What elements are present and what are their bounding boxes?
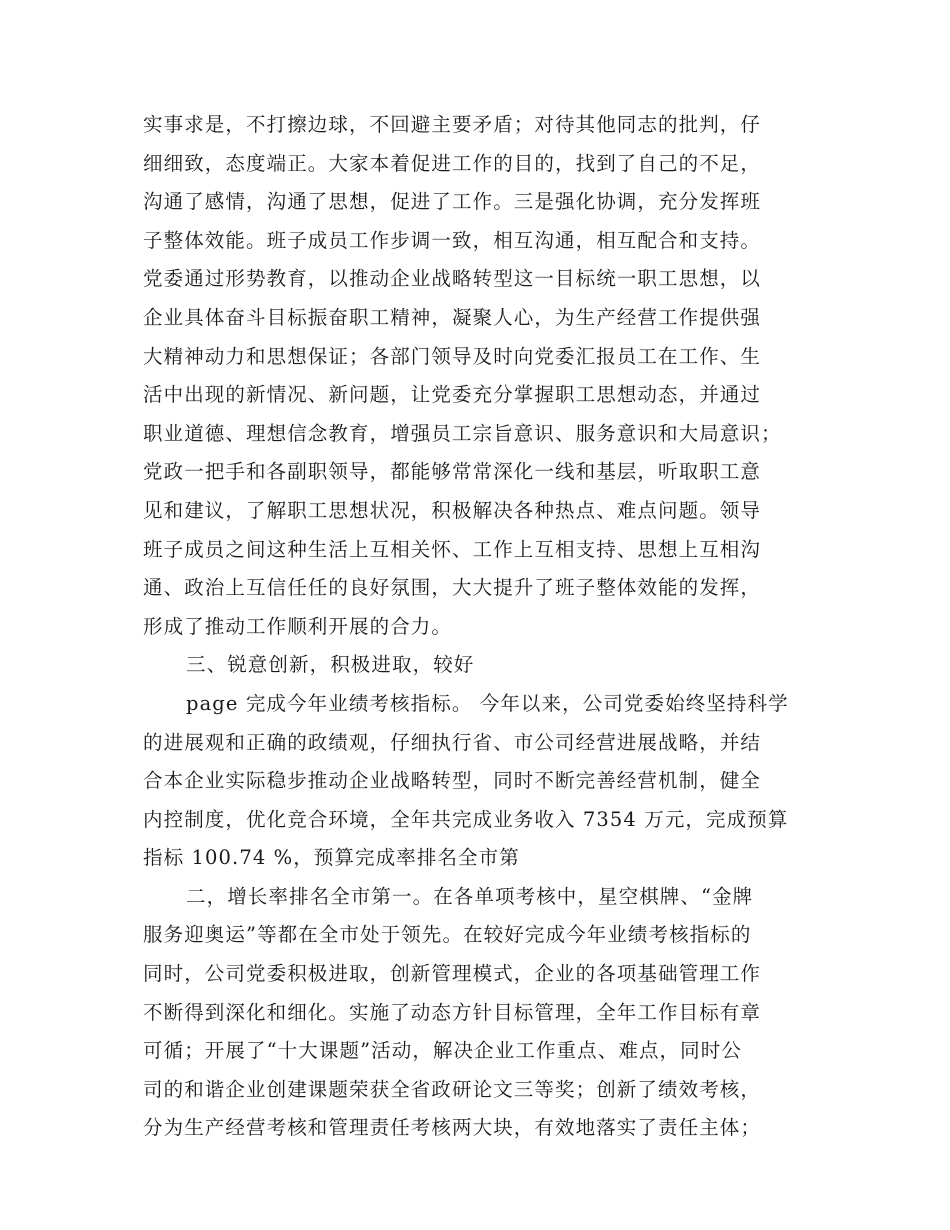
text-line: 服务迎奥运”等都在全市处于领先。在较好完成今年业绩考核指标的: [143, 923, 752, 947]
text-line: 细细致，态度端正。大家本着促进工作的目的，找到了自己的不足，: [143, 151, 762, 175]
text-line: 不断得到深化和细化。实施了动态方针目标管理，全年工作目标有章: [143, 1000, 762, 1024]
body-text: [143, 106, 823, 1148]
text-line: 企业具体奋斗目标振奋职工精神，凝聚人心，为生产经营工作提供强: [143, 305, 762, 329]
text-line: 见和建议，了解职工思想状况，积极解决各种热点、难点问题。领导: [143, 498, 762, 522]
text-line: 合本企业实际稳步推动企业战略转型，同时不断完善经营机制，健全: [143, 769, 762, 793]
text-line: 大精神动力和思想保证；各部门领导及时向党委汇报员工在工作、生: [143, 344, 762, 368]
text-line: 形成了推动工作顺利开展的合力。: [143, 614, 453, 638]
text-line: 活中出现的新情况、新问题，让党委充分掌握职工思想动态，并通过: [143, 383, 762, 407]
text-line: 同时，公司党委积极进取，创新管理模式，企业的各项基础管理工作: [143, 962, 762, 986]
text-line: 党政一把手和各副职领导，都能够常常深化一线和基层，听取职工意: [143, 460, 762, 484]
text-line: 可循；开展了“十大课题”活动，解决企业工作重点、难点，同时公: [143, 1039, 742, 1063]
text-line: 子整体效能。班子成员工作步调一致，相互沟通，相互配合和支持。: [143, 228, 762, 252]
text-line: 指标 100.74 %，预算完成率排名全市第: [143, 846, 520, 870]
section-heading: 三、锐意创新，积极进取，较好: [186, 653, 475, 677]
text-line: 班子成员之间这种生活上互相关怀、工作上互相支持、思想上互相沟: [143, 537, 762, 561]
text-line: 沟通了感情，沟通了思想，促进了工作。三是强化协调，充分发挥班: [143, 190, 762, 214]
text-line: 党委通过形势教育，以推动企业战略转型这一目标统一职工思想，以: [143, 267, 762, 291]
text-line: 的进展观和正确的政绩观，仔细执行省、市公司经营进展战略，并结: [143, 730, 762, 754]
text-line: 分为生产经营考核和管理责任考核两大块，有效地落实了责任主体；: [143, 1116, 762, 1140]
text-line: 通、政治上互信任任的良好氛围，大大提升了班子整体效能的发挥，: [143, 576, 762, 600]
text-line: page 完成今年业绩考核指标。 今年以来，公司党委始终坚持科学: [186, 691, 789, 715]
text-line: 职业道德、理想信念教育，增强员工宗旨意识、服务意识和大局意识；: [143, 421, 782, 445]
text-line: 司的和谐企业创建课题荣获全省政研论文三等奖；创新了绩效考核，: [143, 1077, 762, 1101]
text-line: 内控制度，优化竞合环境，全年共完成业务收入 7354 万元，完成预算: [143, 807, 789, 831]
text-line: 实事求是，不打擦边球，不回避主要矛盾；对待其他同志的批判，仔: [143, 113, 762, 136]
text-line: 二，增长率排名全市第一。在各单项考核中，星空棋牌、“金牌: [186, 884, 754, 908]
